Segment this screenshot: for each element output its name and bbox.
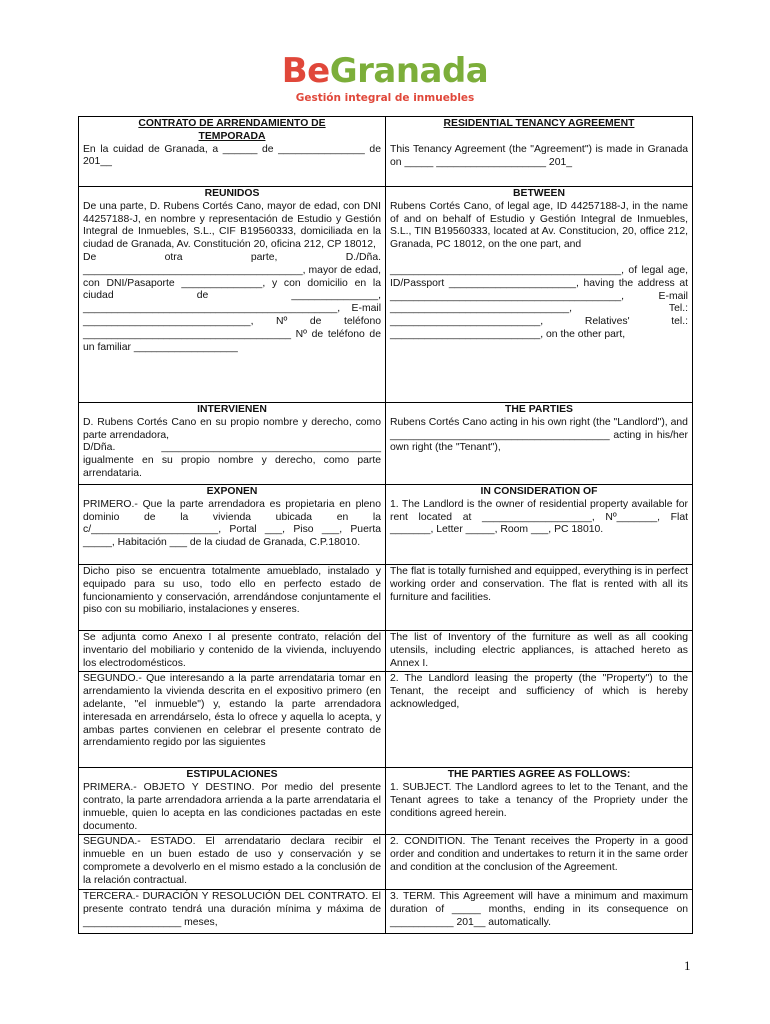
section-heading: REUNIDOS [204, 188, 260, 199]
section-heading: THE PARTIES AGREE AS FOLLOWS: [447, 769, 631, 781]
paragraph: D. Rubens Cortés Cano en su propio nombre y derecho, como parte arrendadora, [83, 416, 381, 441]
paragraph: Rubens Cortés Cano, of legal age, ID 44257188-J, in the name of and on behalf of Estudio y Gestión Integral de Inmuebles, S.L., TIN B19560333, located at Av. Constitucion, 20, office 212, Granada, PC 18012, on the one part, and [390, 200, 688, 251]
paragraph: Se adjunta como Anexo I al presente contrato, relación del inventario del mobiliario y contenido de la vivienda, incluyendo los electrodomésticos. [83, 632, 381, 669]
spanish-cell [79, 117, 386, 187]
paragraph: D/Dña. ______________________________________ igualmente en su propio nombre y derecho, como parte arrendataria. [83, 442, 381, 479]
english-cell [386, 672, 693, 768]
english-cell [386, 485, 693, 565]
logo-wordmark: BeGranada [281, 51, 489, 91]
table-row [79, 565, 693, 631]
paragraph: ______________________________________ acting in his/her own right (the "Tenant"), [390, 429, 688, 454]
paragraph: Dicho piso se encuentra totalmente amueblado, instalado y equipado para su uso, todo ello en perfecto estado de funcionamiento y conservación, arrendándose conjuntamente el piso con su mobiliario, instalaciones y enseres. [83, 566, 381, 616]
table-row [79, 631, 693, 672]
spanish-cell [79, 485, 386, 565]
paragraph: PRIMERA.- OBJETO Y DESTINO. Por medio del presente contrato, la parte arrendadora arrienda a la parte arrendataria el inmueble, quien lo acepta en las condiciones pactadas en este documento. [83, 782, 381, 832]
spanish-cell [79, 768, 386, 835]
logo-tagline: Gestión integral de inmuebles [295, 92, 475, 104]
paragraph: SEGUNDA.- ESTADO. El arrendatario declara recibir el inmueble en un buen estado de uso y conservación y se compromete a devolverlo en el mismo estado a la conclusión de la relación contractual. [83, 836, 381, 886]
bilingual-contract-table [78, 116, 693, 934]
spanish-cell [79, 565, 386, 631]
paragraph: This Tenancy Agreement (the "Agreement") is made in Granada on _____ ___________________ 201_ [390, 143, 688, 168]
spanish-cell [79, 672, 386, 768]
table-row [79, 117, 693, 187]
paragraph: 1. The Landlord is the owner of residential property available for rent located at ___________________, Nº_______, Flat _______, Letter _____, Room ___, PC 18010. [390, 498, 688, 536]
english-cell [386, 631, 693, 672]
paragraph: SEGUNDO.- Que interesando a la parte arrendataria tomar en arrendamiento la vivienda descrita en el expositivo primero (en adelante, "el inmueble") y, estando la parte arrendadora interesada en arrendárselo, ésta lo ofrece y aquella lo acepta, y ambas partes convienen en celebrar el presente contrato de arrendamiento regido por las siguientes [83, 673, 381, 749]
section-heading: RESIDENTIAL TENANCY AGREEMENT [443, 118, 635, 129]
table-row [79, 187, 693, 403]
section-heading: CONTRATO DE ARRENDAMIENTO DE TEMPORADA [138, 118, 326, 142]
company-logo [0, 52, 770, 104]
paragraph: En la cuidad de Granada, a ______ de _______________ de 201__ [83, 143, 381, 168]
paragraph: Rubens Cortés Cano acting in his own right (the "Landlord"), and [390, 416, 688, 428]
paragraph: The flat is totally furnished and equipped, everything is in perfect working order and conservation. The flat is rented with all its furniture and facilities. [390, 566, 688, 603]
spanish-cell [79, 835, 386, 890]
english-cell [386, 768, 693, 835]
paragraph: PRIMERO.- Que la parte arrendadora es propietaria en pleno dominio de la vivienda ubicada en la c/______________________, Portal ___, Piso ___, Puerta _____, Habitación ___ de la ciudad de Granada, C.P.18010. [83, 498, 381, 549]
section-heading: IN CONSIDERATION OF [480, 486, 598, 497]
spanish-cell [79, 403, 386, 485]
english-cell [386, 187, 693, 403]
section-heading: ESTIPULACIONES [186, 769, 278, 781]
page-number: 1 [684, 958, 691, 973]
paragraph: 1. SUBJECT. The Landlord agrees to let to the Tenant, and the Tenant agrees to take a tenancy of the Propriety under the conditions agreed herein. [390, 782, 688, 819]
table-row [79, 403, 693, 485]
english-cell [386, 890, 693, 934]
table-row [79, 768, 693, 835]
section-heading: BETWEEN [513, 188, 565, 199]
section-heading: INTERVIENEN [197, 404, 267, 415]
spanish-cell [79, 890, 386, 934]
english-cell [386, 403, 693, 485]
paragraph: The list of Inventory of the furniture as well as all cooking utensils, including electric appliances, is attached hereto as Annex I. [390, 632, 688, 669]
paragraph: De una parte, D. Rubens Cortés Cano, mayor de edad, con DNI 44257188-J, en nombre y representación de Estudio y Gestión Integral de Inmuebles, S.L., CIF B19560333, domiciliada en la ciudad de Granada, Av. Constitución 20, oficina 212, CP 18012, [83, 200, 381, 251]
spanish-cell [79, 187, 386, 403]
english-cell [386, 835, 693, 890]
english-cell [386, 117, 693, 187]
paragraph: De otra parte, D./Dña. ______________________________________, mayor de edad, con DNI/Pasaporte ______________, y con domicilio en la ciudad de _______________, ____________________________________________, E-mail _____________________________, Nº de teléfono ____________________________________ Nº de teléfono de un familiar __________________ [83, 251, 381, 353]
paragraph: 2. CONDITION. The Tenant receives the Property in a good order and condition and undertakes to return it in the same order and condition at the conclusion of the Agreement. [390, 836, 688, 873]
section-heading: EXPONEN [206, 486, 258, 497]
table-row [79, 835, 693, 890]
table-row [79, 672, 693, 768]
english-cell [386, 565, 693, 631]
section-heading: THE PARTIES [505, 404, 573, 415]
paragraph: 2. The Landlord leasing the property (the "Property") to the Tenant, the receipt and sufficiency of which is hereby acknowledged, [390, 673, 688, 710]
paragraph: TERCERA.- DURACIÓN Y RESOLUCIÓN DEL CONTRATO. El presente contrato tendrá una duración mínima y máxima de _________________ meses, [83, 891, 381, 928]
spanish-cell [79, 631, 386, 672]
table-row [79, 890, 693, 934]
paragraph: ________________________________________, of legal age, ID/Passport ______________________, having the address at ________________________________________, E-mail _______________________________, Tel.: __________________________, Relatives' tel.: __________________________, on the other part, [390, 264, 688, 340]
paragraph: 3. TERM. This Agreement will have a minimum and maximum duration of _____ months, ending in its consequence on ___________ 201__ automatically. [390, 891, 688, 928]
table-row [79, 485, 693, 565]
